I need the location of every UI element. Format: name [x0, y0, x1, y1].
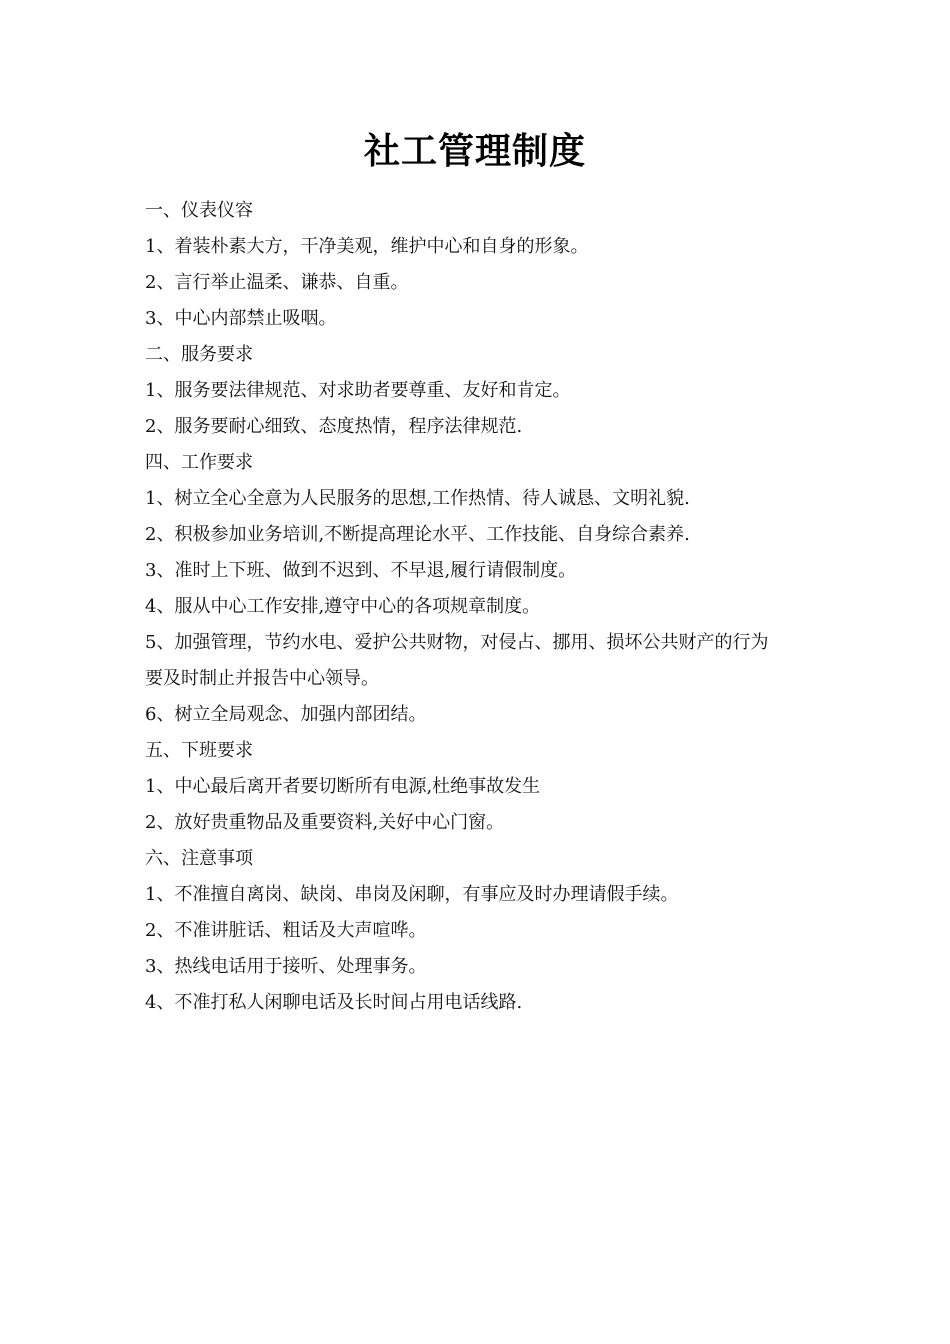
- rule-item: 2、不准讲脏话、粗话及大声喧哗。: [145, 920, 427, 941]
- rule-item: 4、服从中心工作安排,遵守中心的各项规章制度。: [145, 596, 541, 617]
- rule-item: 2、积极参加业务培训,不断提高理论水平、工作技能、自身综合素养.: [145, 524, 690, 545]
- rule-item: 6、树立全局观念、加强内部团结。: [145, 704, 427, 725]
- rule-item: 3、中心内部禁止吸咽。: [145, 308, 337, 329]
- rule-item: 2、放好贵重物品及重要资料,关好中心门窗。: [145, 812, 505, 833]
- section-heading-notes: 六、注意事项: [145, 848, 253, 869]
- section-heading-service: 二、服务要求: [145, 344, 253, 365]
- section-heading-work: 四、工作要求: [145, 452, 253, 473]
- section-heading-off-duty: 五、下班要求: [145, 740, 253, 761]
- rule-item: 1、服务要法律规范、对求助者要尊重、友好和肯定。: [145, 380, 571, 401]
- rule-item: 1、树立全心全意为人民服务的思想,工作热情、待人诚恳、文明礼貌.: [145, 488, 690, 509]
- rule-item: 2、言行举止温柔、谦恭、自重。: [145, 272, 409, 293]
- rule-item-continuation: 要及时制止并报告中心领导。: [145, 668, 379, 689]
- rule-item: 5、加强管理，节约水电、爱护公共财物，对侵占、挪用、损坏公共财产的行为: [145, 632, 769, 653]
- rule-item: 1、不准擅自离岗、缺岗、串岗及闲聊，有事应及时办理请假手续。: [145, 884, 679, 905]
- rule-item: 1、着装朴素大方，干净美观，维护中心和自身的形象。: [145, 236, 589, 257]
- document-body: [145, 193, 815, 1021]
- rule-item: 2、服务要耐心细致、态度热情，程序法律规范.: [145, 416, 523, 437]
- page-title: 社工管理制度: [363, 131, 586, 172]
- rule-item: 4、不准打私人闲聊电话及长时间占用电话线路.: [145, 992, 523, 1013]
- rule-item: 3、准时上下班、做到不迟到、不早退,履行请假制度。: [145, 560, 577, 581]
- rule-item: 1、中心最后离开者要切断所有电源,杜绝事故发生: [145, 776, 541, 797]
- section-heading-appearance: 一、仪表仪容: [145, 200, 253, 221]
- rule-item: 3、热线电话用于接听、处理事务。: [145, 956, 427, 977]
